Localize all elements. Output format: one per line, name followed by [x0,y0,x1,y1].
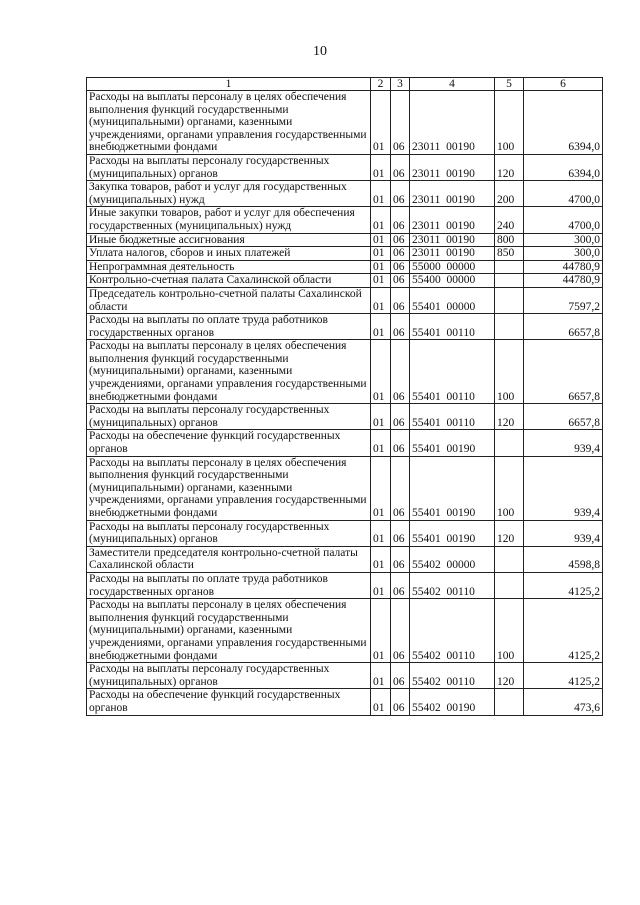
expense-type-code-cell: 100 [495,340,524,404]
expense-name-cell: Расходы на выплаты персоналу государственных (муниципальных) органов [87,404,371,430]
amount-cell: 6394,0 [524,91,603,155]
expense-name-cell: Расходы на выплаты персоналу государственных (муниципальных) органов [87,520,371,546]
expense-type-code-cell: 850 [495,247,524,261]
table-row [87,572,603,598]
subsection-code-cell: 06 [391,233,410,247]
subsection-code-cell: 06 [391,91,410,155]
target-article-code-cell: 23011 00190 [410,247,495,261]
amount-cell: 4700,0 [524,181,603,207]
expense-type-code-cell [495,572,524,598]
column-header: 2 [371,78,391,91]
expense-type-code-cell [495,260,524,274]
table-row [87,404,603,430]
expense-name-cell: Расходы на выплаты персоналу в целях обеспечения выполнения функций государственными (муниципальными) органами, казенными учреждениями, органами управления государственными внебюджетными фондами [87,456,371,520]
amount-cell: 300,0 [524,247,603,261]
subsection-code-cell: 06 [391,456,410,520]
expense-name-cell: Расходы на обеспечение функций государственных органов [87,430,371,456]
amount-cell: 4125,2 [524,663,603,689]
expense-name-cell: Контрольно-счетная палата Сахалинской области [87,274,371,288]
amount-cell: 6657,8 [524,404,603,430]
table-row [87,314,603,340]
amount-cell: 473,6 [524,689,603,715]
subsection-code-cell: 06 [391,314,410,340]
table-row [87,91,603,155]
subsection-code-cell: 06 [391,154,410,180]
expense-type-code-cell: 800 [495,233,524,247]
expense-type-code-cell: 240 [495,207,524,233]
amount-cell: 44780,9 [524,274,603,288]
target-article-code-cell: 55402 00190 [410,689,495,715]
column-header: 6 [524,78,603,91]
expense-name-cell: Иные закупки товаров, работ и услуг для обеспечения государственных (муниципальных) нужд [87,207,371,233]
subsection-code-cell: 06 [391,520,410,546]
amount-cell: 4125,2 [524,599,603,663]
subsection-code-cell: 06 [391,689,410,715]
expense-name-cell: Уплата налогов, сборов и иных платежей [87,247,371,261]
expense-type-code-cell: 120 [495,404,524,430]
expense-name-cell: Расходы на выплаты по оплате труда работников государственных органов [87,314,371,340]
target-article-code-cell: 55401 00000 [410,287,495,313]
subsection-code-cell: 06 [391,260,410,274]
amount-cell: 44780,9 [524,260,603,274]
section-code-cell: 01 [371,91,391,155]
table-row [87,274,603,288]
subsection-code-cell: 06 [391,546,410,572]
expense-name-cell: Расходы на выплаты персоналу в целях обеспечения выполнения функций государственными (муниципальными) органами, казенными учреждениями, органами управления государственными внебюджетными фондами [87,599,371,663]
expense-name-cell: Иные бюджетные ассигнования [87,233,371,247]
section-code-cell: 01 [371,404,391,430]
subsection-code-cell: 06 [391,599,410,663]
column-header: 3 [391,78,410,91]
table-row [87,287,603,313]
target-article-code-cell: 55402 00110 [410,572,495,598]
expense-type-code-cell: 120 [495,520,524,546]
expense-name-cell: Непрограммная деятельность [87,260,371,274]
column-header: 4 [410,78,495,91]
expense-name-cell: Расходы на выплаты персоналу в целях обеспечения выполнения функций государственными (муниципальными) органами, казенными учреждениями, органами управления государственными внебюджетными фондами [87,91,371,155]
table-row [87,260,603,274]
target-article-code-cell: 55401 00190 [410,456,495,520]
table-row [87,456,603,520]
expense-type-code-cell [495,430,524,456]
section-code-cell: 01 [371,154,391,180]
target-article-code-cell: 23011 00190 [410,233,495,247]
section-code-cell: 01 [371,314,391,340]
subsection-code-cell: 06 [391,663,410,689]
column-header: 1 [87,78,371,91]
expense-type-code-cell: 100 [495,456,524,520]
section-code-cell: 01 [371,430,391,456]
section-code-cell: 01 [371,663,391,689]
target-article-code-cell: 23011 00190 [410,181,495,207]
table-row [87,430,603,456]
section-code-cell: 01 [371,287,391,313]
expense-name-cell: Расходы на обеспечение функций государственных органов [87,689,371,715]
table-row [87,520,603,546]
expense-type-code-cell: 120 [495,154,524,180]
amount-cell: 6657,8 [524,340,603,404]
amount-cell: 4700,0 [524,207,603,233]
section-code-cell: 01 [371,260,391,274]
column-header-row [87,78,603,91]
amount-cell: 4125,2 [524,572,603,598]
table-row [87,207,603,233]
expense-name-cell: Закупка товаров, работ и услуг для государственных (муниципальных) нужд [87,181,371,207]
expense-type-code-cell: 120 [495,663,524,689]
section-code-cell: 01 [371,247,391,261]
amount-cell: 939,4 [524,430,603,456]
expense-type-code-cell: 200 [495,181,524,207]
section-code-cell: 01 [371,572,391,598]
subsection-code-cell: 06 [391,430,410,456]
target-article-code-cell: 55401 00110 [410,314,495,340]
amount-cell: 939,4 [524,520,603,546]
expense-type-code-cell: 100 [495,91,524,155]
target-article-code-cell: 55401 00190 [410,430,495,456]
expense-name-cell: Расходы на выплаты персоналу в целях обеспечения выполнения функций государственными (муниципальными) органами, казенными учреждениями, органами управления государственными внебюджетными фондами [87,340,371,404]
subsection-code-cell: 06 [391,572,410,598]
target-article-code-cell: 55402 00000 [410,546,495,572]
section-code-cell: 01 [371,340,391,404]
amount-cell: 6394,0 [524,154,603,180]
expense-name-cell: Расходы на выплаты по оплате труда работников государственных органов [87,572,371,598]
table-row [87,233,603,247]
expense-name-cell: Расходы на выплаты персоналу государственных (муниципальных) органов [87,154,371,180]
target-article-code-cell: 23011 00190 [410,207,495,233]
subsection-code-cell: 06 [391,404,410,430]
section-code-cell: 01 [371,274,391,288]
table-row [87,689,603,715]
subsection-code-cell: 06 [391,340,410,404]
page-number: 10 [313,44,327,59]
target-article-code-cell: 55401 00110 [410,340,495,404]
target-article-code-cell: 55400 00000 [410,274,495,288]
expense-type-code-cell: 100 [495,599,524,663]
target-article-code-cell: 23011 00190 [410,154,495,180]
subsection-code-cell: 06 [391,274,410,288]
section-code-cell: 01 [371,520,391,546]
section-code-cell: 01 [371,233,391,247]
section-code-cell: 01 [371,546,391,572]
amount-cell: 7597,2 [524,287,603,313]
target-article-code-cell: 55000 00000 [410,260,495,274]
expense-name-cell: Расходы на выплаты персоналу государственных (муниципальных) органов [87,663,371,689]
subsection-code-cell: 06 [391,247,410,261]
target-article-code-cell: 55402 00110 [410,663,495,689]
section-code-cell: 01 [371,689,391,715]
subsection-code-cell: 06 [391,207,410,233]
table-row [87,181,603,207]
target-article-code-cell: 23011 00190 [410,91,495,155]
table-row [87,599,603,663]
section-code-cell: 01 [371,599,391,663]
expense-type-code-cell [495,314,524,340]
section-code-cell: 01 [371,207,391,233]
table-row [87,663,603,689]
amount-cell: 939,4 [524,456,603,520]
table-row [87,340,603,404]
expense-name-cell: Заместители председателя контрольно-счетной палаты Сахалинской области [87,546,371,572]
amount-cell: 300,0 [524,233,603,247]
amount-cell: 4598,8 [524,546,603,572]
table-row [87,546,603,572]
target-article-code-cell: 55402 00110 [410,599,495,663]
column-header: 5 [495,78,524,91]
target-article-code-cell: 55401 00110 [410,404,495,430]
expense-name-cell: Председатель контрольно-счетной палаты Сахалинской области [87,287,371,313]
table-row [87,247,603,261]
subsection-code-cell: 06 [391,287,410,313]
target-article-code-cell: 55401 00190 [410,520,495,546]
expense-type-code-cell [495,287,524,313]
amount-cell: 6657,8 [524,314,603,340]
expense-type-code-cell [495,274,524,288]
expense-type-code-cell [495,689,524,715]
expense-type-code-cell [495,546,524,572]
section-code-cell: 01 [371,181,391,207]
budget-table [86,77,603,716]
table-row [87,154,603,180]
subsection-code-cell: 06 [391,181,410,207]
section-code-cell: 01 [371,456,391,520]
